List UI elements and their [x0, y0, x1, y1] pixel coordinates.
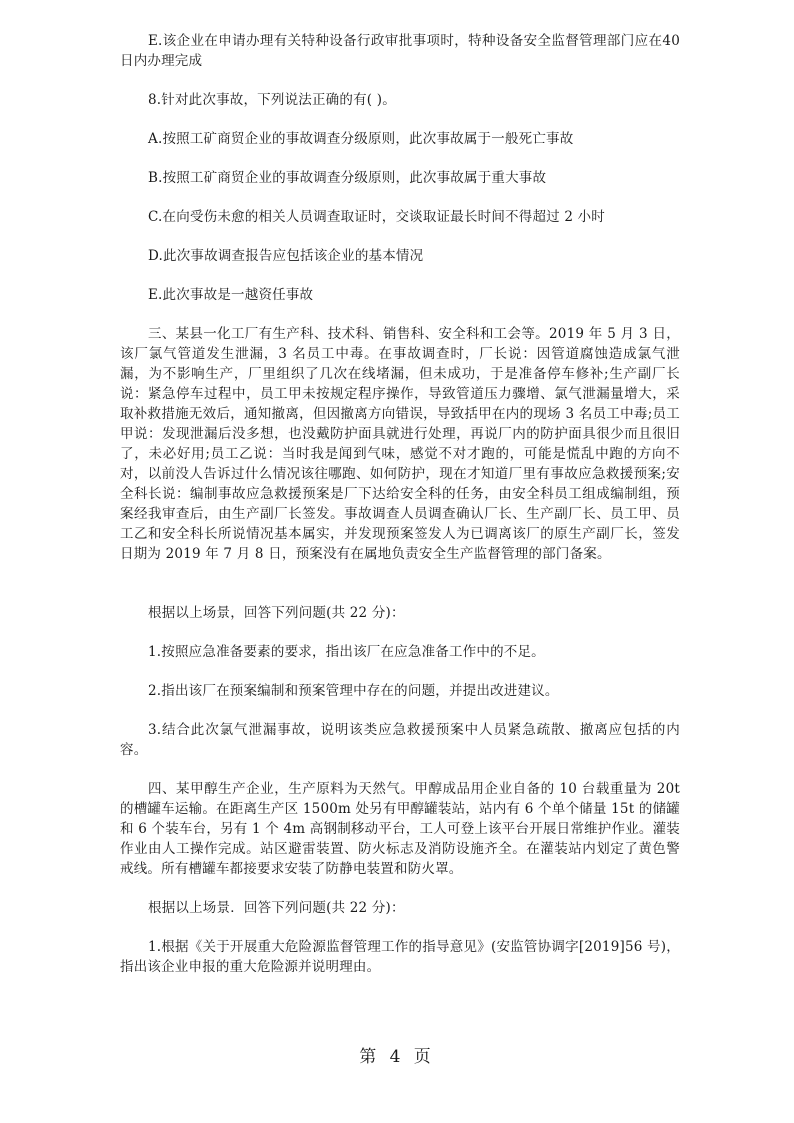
page-number: 第 4 页 — [359, 1047, 435, 1067]
case-three-question-1: 1.按照应急准备要素的要求，指出该厂在应急准备工作中的不足。 — [148, 644, 545, 660]
case-three-question-3: 3.结合此次氯气泄漏事故，说明该类应急救援预案中人员紧急疏散、撤离应包括的内容。 — [120, 722, 680, 758]
document-page — [120, 31, 680, 996]
option-b: B.按照工矿商贸企业的事故调查分级原则，此次事故属于重大事故 — [148, 170, 547, 186]
case-three-scenario: 三、某县一化工厂有生产科、技术科、销售科、安全科和工会等。2019 年 5 月 3 日，该厂氯气管道发生泄漏，3 名员工中毒。在事故调查时，厂长说：因管道腐蚀造成氯气泄漏，为不影响生产，厂里组织了几次在线堵漏，但未成功，于是准备停车修补;生产副厂长说：紧急停车过程中，员工甲未按规定程序操作，导致管道压力骤增、氯气泄漏量增大，采取补救措施无效后，通知撤离，但因撤离方向错误，导致括甲在内的现场 3 名员工中毒;员工甲说：发现泄漏后没多想，也没戴防护面具就进行处理，再说厂内的防护面具很少而且很旧了，未必好用;员工乙说：当时我是闻到气味，感觉不对才跑的，可能是慌乱中跑的方向不对，以前没人告诉过什么情况该往哪跑、如何防护，现在才知道厂里有事故应急救援预案;安全科长说：编制事故应急救援预案是厂下达给安全科的任务，由安全科员工组成编制组，预案经我审查后，由生产副厂长签发。事故调查人员调查确认厂长、生产副厂长、员工甲、员工乙和安全科长所说情况基本属实，并发现预案签发人为已调离该厂的原生产副厂长，签发日期为 2019 年 7 月 8 日，预案没有在属地负责安全生产监督管理的部门备案。 — [120, 326, 680, 562]
case-three-question-2: 2.指出该厂在预案编制和预案管理中存在的问题，并提出改进建议。 — [148, 683, 559, 699]
case-four-scenario: 四、某甲醇生产企业，生产原料为天然气。甲醇成品用企业自备的 10 台载重量为 20t 的槽罐车运输。在距离生产区 1500m 处另有甲醇罐装站，站内有 6 个单个储量 15t 的储罐和 6 个装车台，另有 1 个 4m 高钢制移动平台，工人可登上该平台开展日常维护作业。灌装作业由人工操作完成。站区避雷装置、防火标志及消防设施齐全。在灌装站内划定了黄色警戒线。所有槽罐车都接要求安装了防静电装置和防火罩。 — [120, 781, 680, 877]
option-d: D.此次事故调查报告应包括该企业的基本情况 — [148, 248, 424, 264]
case-three-prompt: 根据以上场景，回答下列问题(共 22 分)： — [148, 605, 405, 621]
option-a: A.按照工矿商贸企业的事故调查分级原则，此次事故属于一般死亡事故 — [148, 131, 574, 147]
option-e: E.此次事故是一越资任事故 — [148, 287, 314, 303]
case-four-question-1: 1.根据《关于开展重大危险源监督管理工作的指导意见》(安监管协调字[2019]56 号)，指出该企业申报的重大危险源并说明理由。 — [120, 939, 680, 975]
question-8: 8.针对此次事故，下列说法正确的有( )。 — [148, 92, 396, 108]
option-c: C.在向受伤未愈的相关人员调查取证时，交谈取证最长时间不得超过 2 小时 — [148, 209, 606, 225]
case-four-prompt: 根据以上场景．回答下列问题(共 22 分)： — [148, 900, 405, 916]
option-e-special-equipment: E.该企业在申请办理有关特种设备行政审批事项时，特种设备安全监督管理部门应在40日内办理完成 — [120, 33, 680, 69]
